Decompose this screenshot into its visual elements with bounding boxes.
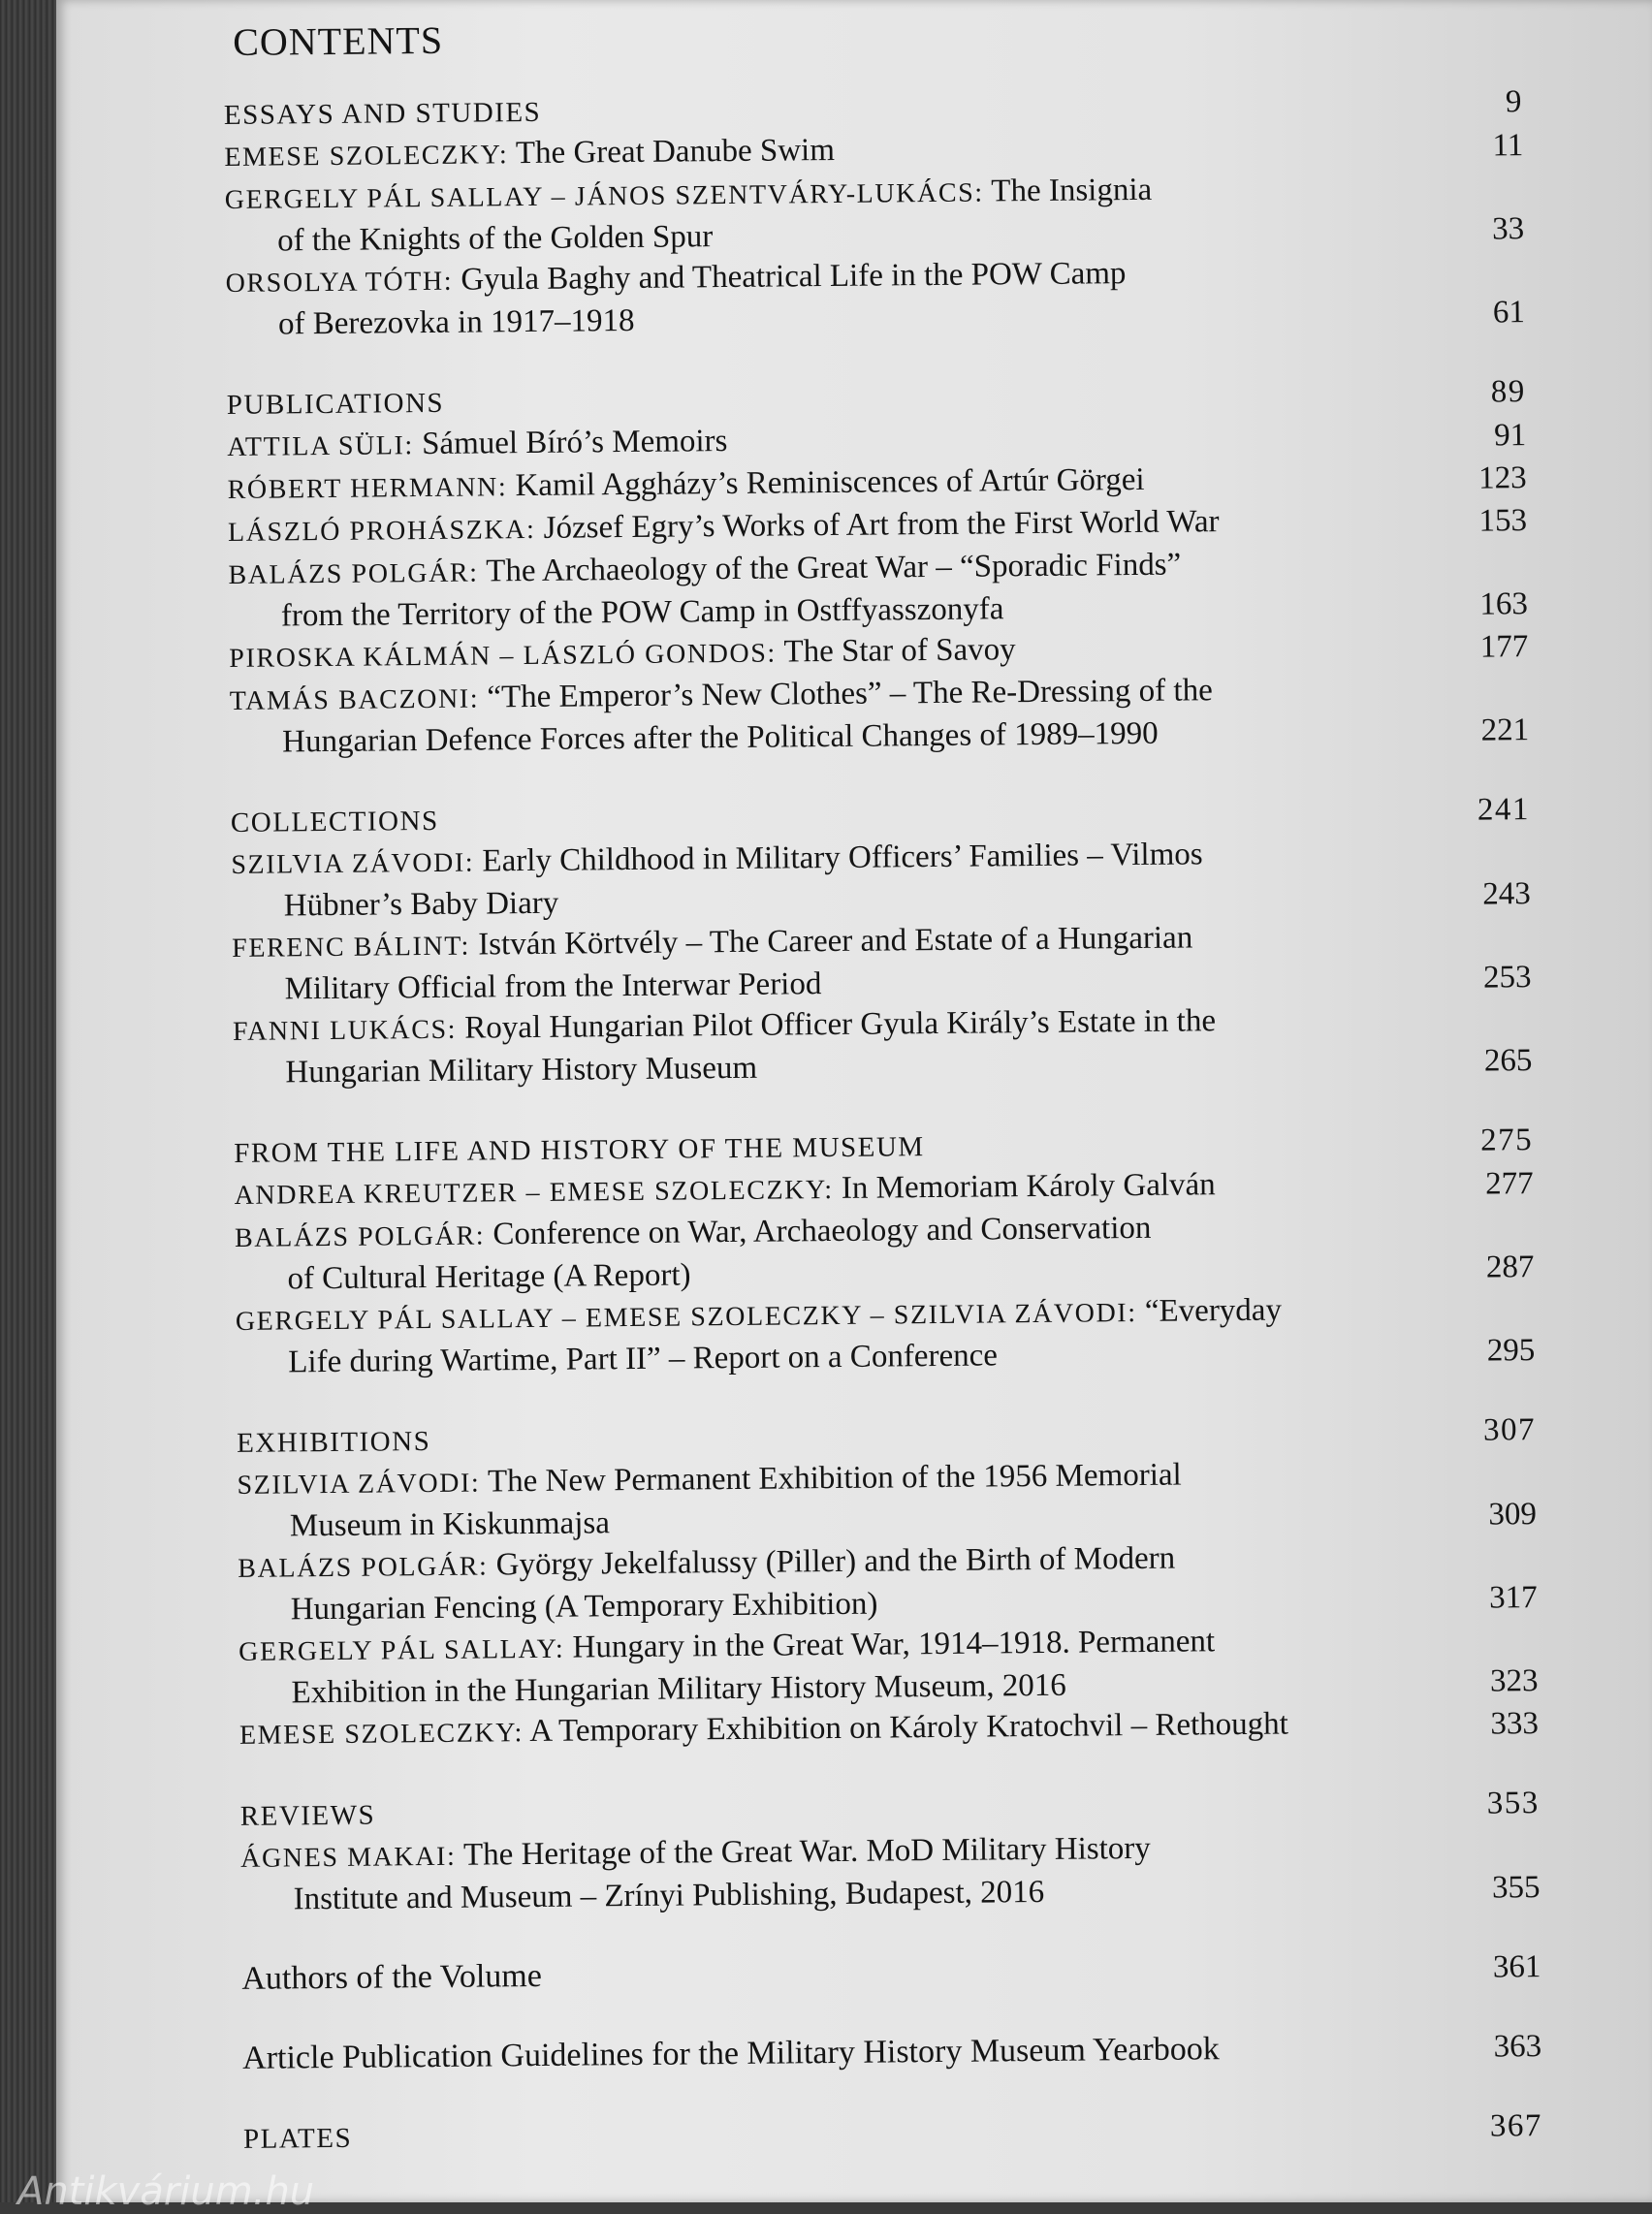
entry-title: The Heritage of the Great War. MoD Military History: [462, 1830, 1151, 1873]
toc-section: [231, 789, 1533, 1093]
entry-author: RÓBERT HERMANN:: [227, 472, 508, 505]
guidelines-page: 363: [1493, 2029, 1542, 2065]
entry-title: Early Childhood in Military Officers’ Families – Vilmos: [482, 837, 1203, 879]
toc-entry: [236, 1287, 1536, 1383]
entry-title: Sámuel Bíró’s Memoirs: [421, 424, 728, 462]
entry-page-number: 163: [1479, 586, 1529, 622]
entry-title: In Memoriam Károly Galván: [841, 1167, 1216, 1206]
entry-page-number: 11: [1492, 128, 1524, 164]
section-heading-label: EXHIBITIONS: [236, 1426, 431, 1459]
entry-author: FANNI LUKÁCS:: [232, 1014, 458, 1047]
entry-title-continued: Exhibition in the Hungarian Military History Museum, 2016: [291, 1667, 1066, 1711]
toc-entry: [228, 541, 1528, 637]
entry-page-number: 333: [1490, 1706, 1540, 1742]
entry-page-number: 177: [1479, 629, 1529, 665]
entry-author: SZILVIA ZÁVODI:: [237, 1468, 481, 1501]
entry-author: GERGELY PÁL SALLAY:: [238, 1633, 565, 1667]
page-title: CONTENTS: [233, 17, 444, 64]
entry-title: Hungary in the Great War, 1914–1918. Permanent: [572, 1624, 1216, 1665]
toc-section: [237, 1409, 1539, 1756]
authors-page: 361: [1492, 1949, 1541, 1985]
book-edge: [0, 0, 56, 2202]
guidelines-entry: [242, 2026, 1541, 2079]
entry-page-number: 153: [1478, 503, 1528, 539]
authors-label: Authors of the Volume: [241, 1957, 543, 1997]
entry-author: ATTILA SÜLI:: [227, 430, 415, 462]
toc-section: [224, 81, 1525, 345]
entry-page-number: 243: [1482, 876, 1531, 912]
entry-page-number: 91: [1494, 418, 1527, 454]
section-page-number: 353: [1486, 1786, 1540, 1821]
entry-author: ANDREA KREUTZER – EMESE SZOLECZKY:: [234, 1175, 834, 1211]
section-heading-label: ESSAYS AND STUDIES: [223, 96, 542, 131]
section-heading-label: COLLECTIONS: [230, 805, 439, 838]
entry-title-continued: of Berezovka in 1917–1918: [277, 302, 635, 342]
entry-title-continued: of the Knights of the Golden Spur: [277, 219, 714, 259]
entry-page-number: 221: [1480, 712, 1530, 748]
toc-entry: [237, 1451, 1537, 1547]
entry-title: The Archaeology of the Great War – “Sporadic Finds”: [486, 547, 1182, 589]
entry-title-continued: Hungarian Fencing (A Temporary Exhibition): [290, 1586, 878, 1628]
toc-entry: [238, 1618, 1539, 1714]
entry-author: PIROSKA KÁLMÁN – LÁSZLÓ GONDOS:: [229, 638, 777, 674]
entry-title: Royal Hungarian Pilot Officer Gyula Király’s Estate in the: [464, 1003, 1217, 1046]
section-page-number: 9: [1505, 84, 1524, 120]
entry-title-continued: Hungarian Defence Forces after the Political Changes of 1989–1990: [281, 715, 1159, 760]
entry-title-continued: Life during Wartime, Part II” – Report on a Conference: [288, 1338, 999, 1380]
entry-title-continued: Museum in Kiskunmajsa: [289, 1505, 611, 1544]
entry-title: The Great Danube Swim: [515, 132, 836, 172]
entry-author: SZILVIA ZÁVODI:: [231, 847, 475, 880]
toc-entry: [225, 249, 1525, 345]
entry-title-continued: Military Official from the Interwar Period: [284, 966, 822, 1007]
entry-page-number: 323: [1489, 1663, 1539, 1699]
section-page-number: 307: [1482, 1412, 1537, 1448]
entry-author: GERGELY PÁL SALLAY – EMESE SZOLECZKY – SZILVIA ZÁVODI:: [235, 1298, 1137, 1337]
entry-page-number: 61: [1492, 295, 1526, 331]
table-of-contents: [223, 7, 1542, 2160]
entry-author: BALÁZS POLGÁR:: [228, 557, 479, 590]
toc-entry: [225, 166, 1525, 262]
toc-section: [227, 371, 1530, 763]
toc-entry: [238, 1534, 1538, 1630]
toc-entry: [231, 831, 1531, 927]
entry-author: TAMÁS BACZONI:: [229, 683, 480, 716]
entry-title-continued: Institute and Museum – Zrínyi Publishing, Budapest, 2016: [293, 1874, 1045, 1917]
entry-author: FERENC BÁLINT:: [232, 931, 471, 964]
entry-page-number: 309: [1488, 1497, 1538, 1533]
entry-title-continued: from the Territory of the POW Camp in Ostffyasszonyfa: [280, 591, 1004, 634]
entry-title: Gyula Baghy and Theatrical Life in the POW Camp: [461, 256, 1127, 298]
entry-title: István Körtvély – The Career and Estate of a Hungarian: [478, 920, 1193, 963]
watermark: Antikvárium.hu: [17, 2169, 315, 2214]
section-heading-label: FROM THE LIFE AND HISTORY OF THE MUSEUM: [234, 1131, 925, 1169]
entry-author: ORSOLYA TÓTH:: [225, 266, 454, 299]
entry-title: The New Permanent Exhibition of the 1956 Memorial: [487, 1457, 1182, 1500]
toc-entry: [230, 667, 1530, 763]
entry-title: Conference on War, Archaeology and Conservation: [492, 1210, 1152, 1252]
entry-title: “The Emperor’s New Clothes” – The Re-Dressing of the: [487, 673, 1213, 715]
entry-page-number: 33: [1491, 211, 1525, 247]
entry-author: ÁGNES MAKAI:: [240, 1841, 457, 1874]
entry-author: EMESE SZOLECZKY:: [238, 1718, 524, 1751]
entry-page-number: 277: [1484, 1166, 1534, 1202]
toc-entry: [233, 997, 1533, 1093]
entry-title-continued: Hübner’s Baby Diary: [283, 885, 559, 924]
plates-label: PLATES: [242, 2122, 353, 2155]
entry-title: The Star of Savoy: [783, 632, 1016, 670]
entry-title: József Egry’s Works of Art from the First World War: [543, 504, 1220, 546]
entry-page-number: 287: [1485, 1249, 1535, 1285]
entry-page-number: 355: [1491, 1870, 1541, 1906]
entry-author: GERGELY PÁL SALLAY – JÁNOS SZENTVÁRY-LUKÁCS:: [224, 177, 984, 215]
entry-title: The Insignia: [991, 172, 1153, 209]
toc-section: [234, 1120, 1535, 1383]
entry-title: György Jekelfalussy (Piller) and the Birth of Modern: [495, 1540, 1176, 1583]
toc-entry: [235, 1204, 1535, 1300]
guidelines-label: Article Publication Guidelines for the Military History Museum Yearbook: [242, 2031, 1220, 2076]
entry-title: Kamil Aggházy’s Reminiscences of Artúr Görgei: [515, 461, 1145, 504]
entry-title-continued: Hungarian Military History Museum: [285, 1050, 758, 1091]
authors-entry: [241, 1946, 1541, 2000]
entry-title-continued: of Cultural Heritage (A Report): [287, 1257, 691, 1297]
section-page-number: 241: [1477, 792, 1531, 828]
entry-page-number: 265: [1483, 1043, 1533, 1079]
section-heading-label: PUBLICATIONS: [226, 387, 445, 421]
entry-author: BALÁZS POLGÁR:: [234, 1220, 486, 1253]
section-heading-label: REVIEWS: [239, 1799, 376, 1832]
entry-page-number: 253: [1482, 960, 1532, 996]
section-page-number: 89: [1490, 374, 1526, 410]
toc-entry: [240, 1824, 1541, 1920]
toc-entry: [232, 914, 1532, 1010]
entry-author: EMESE SZOLECZKY:: [224, 140, 509, 173]
section-page-number: 275: [1479, 1123, 1534, 1158]
entry-author: BALÁZS POLGÁR:: [238, 1551, 489, 1584]
entry-title: A Temporary Exhibition on Károly Kratochvil – Rethought: [529, 1706, 1289, 1750]
entry-title: “Everyday: [1144, 1292, 1283, 1329]
entry-page-number: 317: [1489, 1580, 1538, 1616]
entry-page-number: 295: [1486, 1333, 1536, 1369]
entry-page-number: 123: [1477, 460, 1527, 496]
toc-section: [240, 1783, 1541, 1920]
entry-author: LÁSZLÓ PROHÁSZKA:: [227, 514, 536, 548]
plates-page: 367: [1489, 2108, 1543, 2144]
